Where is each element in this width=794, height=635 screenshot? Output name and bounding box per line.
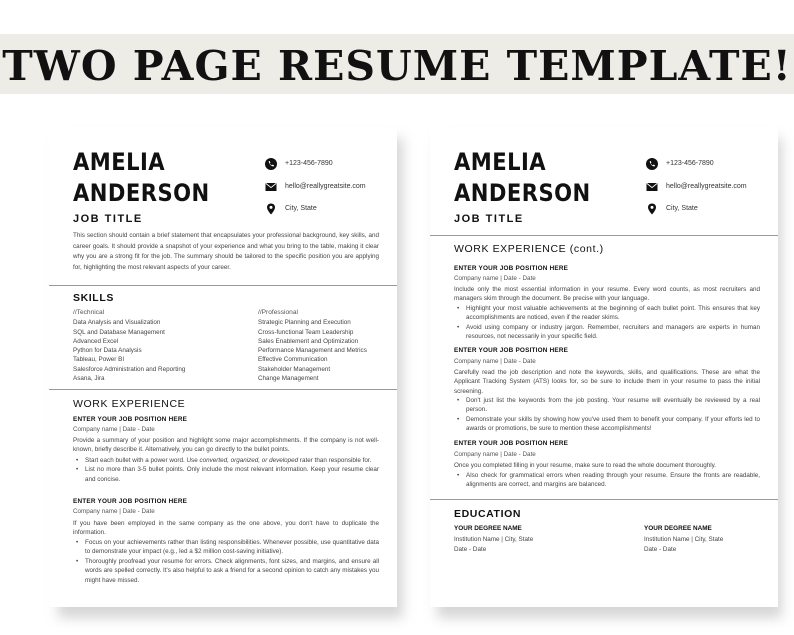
skill-item: SQL and Database Management <box>73 328 165 336</box>
contact-phone <box>265 158 395 174</box>
bullet-item <box>85 456 379 465</box>
job-heading: ENTER YOUR JOB POSITION HERE <box>73 416 188 423</box>
banner <box>0 34 794 94</box>
phone-text: +123-456-7890 <box>666 160 714 167</box>
job-heading: ENTER YOUR JOB POSITION HERE <box>73 498 188 505</box>
last-name: ANDERSON <box>454 179 591 207</box>
education-entry <box>454 524 624 556</box>
job-bullets <box>466 304 760 342</box>
resume-page-1 <box>49 127 397 607</box>
last-name: ANDERSON <box>73 179 210 207</box>
work-experience-cont-title: WORK EXPERIENCE (cont.) <box>454 243 604 255</box>
contact-location <box>265 203 395 219</box>
skill-item: Asana, Jira <box>73 375 105 383</box>
mail-icon <box>265 181 277 193</box>
location-pin-icon <box>646 203 658 215</box>
divider <box>49 285 397 286</box>
job-meta: Company name | Date - Date <box>73 508 155 515</box>
skill-item: Advanced Excel <box>73 337 119 345</box>
skill-item: Sales Enablement and Optimization <box>258 337 359 345</box>
contact-email <box>265 181 395 197</box>
job-heading: ENTER YOUR JOB POSITION HERE <box>454 265 569 272</box>
job-heading: ENTER YOUR JOB POSITION HERE <box>454 440 569 447</box>
job-summary: Once you completed filling in your resume, make sure to read the whole document thoroughly. <box>454 462 717 469</box>
phone-text: +123-456-7890 <box>285 160 333 167</box>
work-experience-title: WORK EXPERIENCE <box>73 398 186 410</box>
education-dates: Date - Date <box>644 546 677 553</box>
bullet-item: • Thoroughly proofread your resume for errors. Check alignments, font sizes, and margins, and ensure all words are spelled correctly. It's also helpful to ask a friend for a second opinion to catch any mistakes you might have missed. <box>85 557 379 585</box>
degree-name: YOUR DEGREE NAME <box>644 525 712 532</box>
skill-item: Python for Data Analysis <box>73 347 142 355</box>
institution: Institution Name | City, State <box>644 535 724 543</box>
bullet-item: • Also check for grammatical errors when reading through your resume. Ensure the fronts are readable, alignments are correct, and margins are balanced. <box>466 471 760 490</box>
mail-icon <box>646 181 658 193</box>
job-meta: Company name | Date - Date <box>454 451 536 458</box>
technical-heading: //Technical <box>73 309 105 316</box>
job-heading: ENTER YOUR JOB POSITION HERE <box>454 347 569 354</box>
first-name: AMELIA <box>73 148 166 176</box>
phone-icon <box>646 158 658 170</box>
education-dates: Date - Date <box>454 546 487 553</box>
skill-item: Performance Management and Metrics <box>258 347 367 355</box>
first-name: AMELIA <box>454 148 547 176</box>
professional-skills <box>258 308 393 383</box>
bullet-item: • Highlight your most valuable achievements at the beginning of each bullet point. This ensures that key accomplishments are noticed, even if the reader skims. <box>466 304 760 323</box>
skill-item: Salesforce Administration and Reporting <box>73 365 186 373</box>
resume-page-2 <box>430 127 778 607</box>
contact-location <box>646 203 776 219</box>
divider <box>430 235 778 236</box>
bullet-emphasis: converted, organized, or developed <box>199 457 299 464</box>
job-meta: Company name | Date - Date <box>454 358 536 365</box>
job-title: JOB TITLE <box>73 213 143 225</box>
job-bullets <box>466 471 760 490</box>
skill-item: Tableau, Power BI <box>73 356 125 364</box>
summary: This section should contain a brief statement that encapsulates your professional background, key skills, and career goals. It should provide a snapshot of your experience and what you bring to the table, making it clear why you are a strong fit for the job. The summary should be tailored to the specific position you are applying for, highlighting the most relevant aspects of your career. <box>73 232 379 271</box>
job-bullets <box>85 456 379 484</box>
bullet-item: • Demonstrate your skills by showing how you've used them to benefit your company. If your efforts led to awards or promotions, be sure to mention these accomplishments! <box>466 415 760 434</box>
bullet-item: • Focus on your achievements rather than listing responsibilities. Whenever possible, use quantitative data to demonstrate your impact (e.g., led a $2 million cost-saving initiative). <box>85 538 379 557</box>
job-summary: Provide a summary of your position and highlight some major accomplishments. If the company is not well-known, briefly describe it. Alternatively, you can go directly to the bullet points. <box>73 437 379 454</box>
skill-item: Effective Communication <box>258 356 328 364</box>
job-meta: Company name | Date - Date <box>454 275 536 282</box>
location-pin-icon <box>265 203 277 215</box>
skill-item: Cross-functional Team Leadership <box>258 328 354 336</box>
skill-item: Stakeholder Management <box>258 365 331 373</box>
professional-heading: //Professional <box>258 309 298 316</box>
education-entry <box>644 524 774 556</box>
skill-item: Change Management <box>258 375 319 383</box>
job-meta: Company name | Date - Date <box>73 426 155 433</box>
resume-name <box>73 147 210 209</box>
education-title: EDUCATION <box>454 508 522 520</box>
job-summary: Include only the most essential information in your resume. Every word counts, as most recruiters and managers skim through the document. Be precise with your language. <box>454 286 760 303</box>
job-summary: Carefully read the job description and note the keywords, skills, and qualifications. These are what the Applicant Tracking System (ATS) looks for, so be sure to include them in your resume to pass the initial screening. <box>454 369 760 395</box>
skill-item: Data Analysis and Visualization <box>73 319 161 327</box>
location-text: City, State <box>666 205 698 212</box>
bullet-text: rater than responsible for. <box>298 457 372 464</box>
skill-item: Strategic Planning and Execution <box>258 319 351 327</box>
skills-title: SKILLS <box>73 292 114 304</box>
divider <box>49 389 397 390</box>
bullet-text: Start each bullet with a power word. Use <box>85 457 200 464</box>
job-bullets <box>85 538 379 585</box>
contact-phone <box>646 158 776 174</box>
divider <box>430 499 778 500</box>
resume-name <box>454 147 591 209</box>
bullet-item: • Avoid using company or industry jargon. Remember, recruiters and managers are experts in human resources, not necessarily in your specific field. <box>466 323 760 342</box>
job-title: JOB TITLE <box>454 213 524 225</box>
email-text: hello@reallygreatsite.com <box>666 183 747 190</box>
technical-skills <box>73 308 243 383</box>
location-text: City, State <box>285 205 317 212</box>
degree-name: YOUR DEGREE NAME <box>454 525 522 532</box>
institution: Institution Name | City, State <box>454 535 534 543</box>
job-bullets <box>466 396 760 434</box>
bullet-item: • Don't just list the keywords from the job posting. Your resume will eventually be reviewed by a real person. <box>466 396 760 415</box>
bullet-item: • List no more than 3-5 bullet points. Only include the most relevant information. Keep your resume clear and concise. <box>85 465 379 484</box>
email-text: hello@reallygreatsite.com <box>285 183 366 190</box>
phone-icon <box>265 158 277 170</box>
job-summary: If you have been employed in the same company as the one above, you don't have to duplicate the information. <box>73 520 379 537</box>
banner-title: TWO PAGE RESUME TEMPLATE! <box>2 42 792 90</box>
contact-email <box>646 181 776 197</box>
